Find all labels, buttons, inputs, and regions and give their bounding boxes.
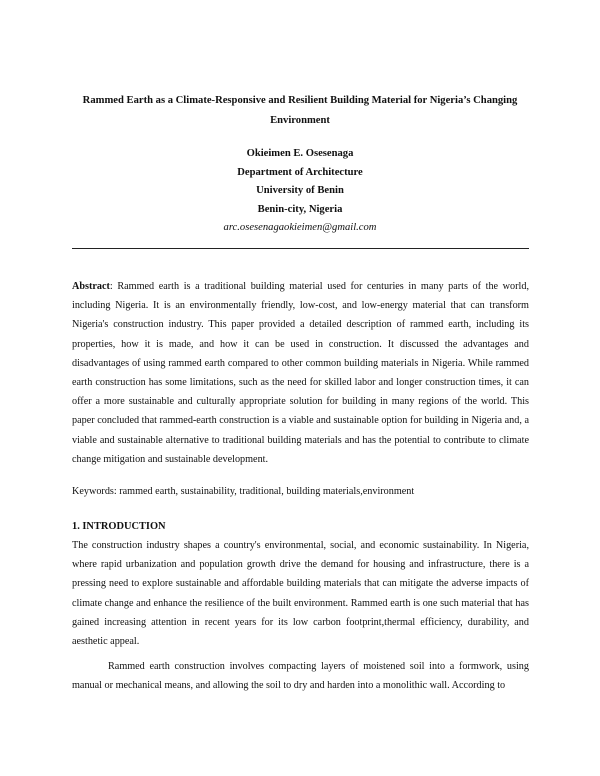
author-city: Benin-city, Nigeria xyxy=(257,203,343,215)
author-name: Okieimen E. Osesenaga xyxy=(246,148,354,159)
keywords: Keywords: rammed earth, sustainability, traditional, building materials,environment xyxy=(72,486,415,497)
introduction-paragraph-2: Rammed earth construction involves compacting layers of moistened soil into a formwork, using manual or mechanical means, and allowing the soil to dry and harden into a monolithic wall. According to xyxy=(72,661,529,692)
author-department: Department of Architecture xyxy=(237,166,363,178)
author-block xyxy=(60,145,540,238)
horizontal-rule xyxy=(72,248,529,249)
author-university: University of Benin xyxy=(256,185,344,196)
abstract-text: : Rammed earth is a traditional building material used for centuries in many parts of the world, including Nigeria. It is an environmentally friendly, low-cost, and low-energy material that can transform Nigeria's construction industry. This paper provided a detailed description of rammed earth, including its properties, how it is made, and how it can be used in construction. It discussed the advantages and disadvantages of using rammed earth compared to other common building materials in Nigeria. While rammed earth construction has some limitations, such as the need for skilled labor and longer construction times, it can offer a more sustainable and culturally appropriate solution for building in many regions of the world. This paper concluded that rammed-earth construction is a viable and sustainable option for building in Nigeria and, a viable and sustainable alternative to traditional building materials and has the potential to contribute to climate change mitigation and sustainable development. xyxy=(72,281,529,465)
author-email: arc.osesenagaokieimen@gmail.com xyxy=(223,222,377,233)
introduction-paragraph-1: The construction industry shapes a country's environmental, social, and economic sustainability. In Nigeria, where rapid urbanization and population growth drive the demand for housing and infrastructure, there is a pressing need to explore sustainable and affordable building materials that can mitigate the adverse impacts of climate change and enhance the resilience of the built environment. Rammed earth is one such material that has gained increasing attention in recent years for its low carbon footprint,thermal efficiency, durability, and aesthetic appeal. xyxy=(72,540,529,648)
section-heading-introduction: 1. INTRODUCTION xyxy=(72,521,166,532)
paper-title: Rammed Earth as a Climate-Responsive and Resilient Building Material for Nigeria’s Changing Environment xyxy=(82,95,518,126)
abstract-label: Abstract xyxy=(72,281,110,292)
abstract xyxy=(72,277,529,469)
